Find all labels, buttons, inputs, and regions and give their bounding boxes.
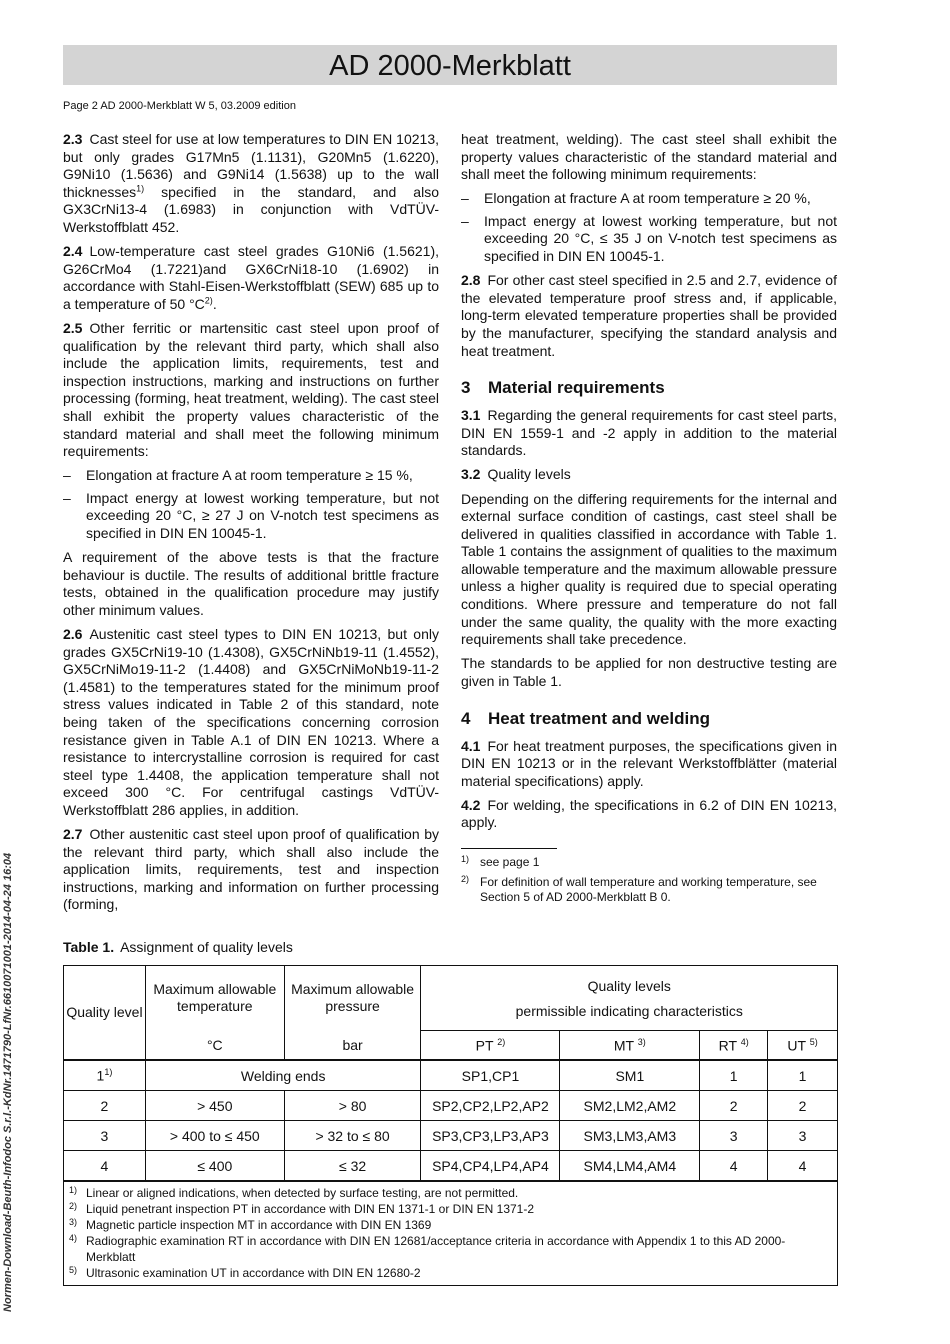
cell-mt: SM1	[560, 1060, 700, 1091]
list-item: – Elongation at fracture A at room temperature ≥ 20 %,	[461, 190, 837, 208]
cell-pt: SP4,CP4,LP4,AP4	[421, 1151, 560, 1182]
table-note: 4) Radiographic examination RT in accordance with DIN EN 12681/acceptance criteria in accordance with Appendix 1 to this AD 2000-Merkblatt	[69, 1233, 786, 1264]
section-heading-3: 3 Material requirements	[461, 378, 665, 398]
cell-ut: 1	[768, 1060, 838, 1091]
paragraph-2-3: 2.3 Cast steel for use at low temperatures to DIN EN 10213, but only grades G17Mn5 (1.1131), G20Mn5 (1.6220), G9Ni10 (1.5636) and G9Ni14 (1.5638) up to the wall thicknesses$^{1)}$ specified in the standard, and also GX3CrNi13-4 (1.6983) in conjunction with VdTÜV-Werkstoffblatt 452.	[63, 131, 439, 235]
table-note: 5) Ultrasonic examination UT in accordance with DIN EN 12680-2	[69, 1265, 421, 1280]
cell-welding-ends: Welding ends	[145, 1060, 421, 1091]
cell-level: 4	[64, 1151, 146, 1182]
paragraph-2-8: 2.8 For other cast steel specified in 2.5 and 2.7, evidence of the elevated temperature proof stress and, if applicable, long-term elevated temperature properties shall be provided by the manufacturer, specifying the standard analysis and heat treatment.	[461, 272, 837, 359]
table-header-row	[64, 966, 838, 1031]
table-notes	[64, 1181, 838, 1286]
table-note: 2) Liquid penetrant inspection PT in accordance with DIN EN 1371-1 or DIN EN 1371-2	[69, 1201, 535, 1216]
document-header: AD 2000-Merkblatt	[63, 45, 837, 85]
footnote: 1) see page 1	[461, 854, 540, 869]
cell-level: 2	[64, 1091, 146, 1121]
cell-rt: 3	[700, 1121, 768, 1151]
paragraph-ductile: A requirement of the above tests is that the fracture behaviour is ductile. The results of additional brittle fracture tests, obtained in the qualification procedure may justify other minimum values.	[63, 549, 439, 618]
header-max-pressure: Maximum allowable pressure	[284, 966, 421, 1031]
cell-level: 3	[64, 1121, 146, 1151]
header-max-temperature: Maximum allowable temperature	[145, 966, 284, 1031]
table-note: 1) Linear or aligned indications, when detected by surface testing, are not permitted.	[69, 1185, 519, 1200]
cell-ut: 4	[768, 1151, 838, 1182]
cell-temp: > 400 to ≤ 450	[145, 1121, 284, 1151]
paragraph-4-2: 4.2 For welding, the specifications in 6.2 of DIN EN 10213, apply.	[461, 796, 837, 831]
paragraph-2-4: 2.4 Low-temperature cast steel grades G10Ni6 (1.5621), G26CrMo4 (1.7221)and GX6CrNi18-10 (1.6902) in accordance with Stahl-Eisen-Werkstoffblatt (SEW) 685 up to a temperature of 50 $^\circ C^{2)}$.	[63, 243, 439, 312]
table-caption: Table 1. Assignment of quality levels	[63, 939, 293, 955]
table-note: 3) Magnetic particle inspection MT in accordance with DIN EN 1369	[69, 1217, 432, 1232]
paragraph-2-5: 2.5 Other ferritic or martensitic cast steel upon proof of qualification by the relevant third party, which shall also include the application limits, requirements, test and inspection instructions, marking and instructions on further processing (forming, heat treatment, welding). The cast steel shall exhibit the property values characteristic of the standard material and shall meet the following minimum requirements:	[63, 319, 439, 460]
table-notes-row	[64, 1181, 838, 1286]
cell-rt: 4	[700, 1151, 768, 1182]
cell-pt: SP1,CP1	[421, 1060, 560, 1091]
requirements-list-2-5	[63, 467, 439, 542]
section-heading-4: 4 Heat treatment and welding	[461, 708, 710, 728]
cell-rt: 1	[700, 1060, 768, 1091]
header-rt: RT $^{4)}$	[700, 1031, 768, 1061]
header-unit-temperature: °C	[145, 1031, 284, 1061]
cell-temp: > 450	[145, 1091, 284, 1121]
paragraph-2-6: 2.6 Austenitic cast steel types to DIN EN 10213, but only grades GX5CrNi19-10 (1.4308), GX5CrNiNb19-11 (1.4552), GX5CrNiMo19-11-2 (1.4408) and GX5CrNiMoNb19-11-2 (1.4581) to the temperatures stated for the minimum proof stress values indicated in Table 2 of this standard, note being taken of the specifications concerning corrosion resistance given in Table A.1 of DIN EN 10213. Where a resistance to intercrystalline corrosion is required for cast steel type 1.4408, the application temperature shall not exceed 300 °C. For centrifugal castings VdTÜV-Werkstoffblatt 286 applies, in addition.	[63, 625, 439, 818]
cell-press: > 80	[284, 1091, 421, 1121]
list-item: – Elongation at fracture A at room temperature ≥ 15 %,	[63, 467, 439, 485]
cell-ut: 2	[768, 1091, 838, 1121]
footnote: 2) For definition of wall temperature and working temperature, see Section 5 of AD 2000-Merkblatt B 0.	[461, 874, 817, 904]
cell-mt: SM2,LM2,AM2	[560, 1091, 700, 1121]
paragraph-quality: Depending on the differing requirements for the internal and external surface condition of castings, cast steel shall be delivered in qualities classified in accordance with Table 1. Table 1 contains the assignment of qualities to the maximum allowable temperature and the maximum allowable pressure unless a higher quality is required due to special operating conditions. Where pressure and temperature do not fall under the same quality, the quality with the more exacting requirements shall take precedence.	[461, 490, 837, 648]
cell-ut: 3	[768, 1121, 838, 1151]
table-row	[64, 1151, 838, 1182]
table-row	[64, 1121, 838, 1151]
header-mt: MT $^{3)}$	[560, 1031, 700, 1061]
header-unit-pressure: bar	[284, 1031, 421, 1061]
footnote-ref: 2)	[204, 295, 213, 306]
header-quality-level: Quality level	[64, 966, 146, 1061]
paragraph-2-7: 2.7 Other austenitic cast steel upon proof of qualification by the relevant third party, which shall also include the application limits, requirements, test and inspection instructions, marking and information on further processing (forming,	[63, 825, 439, 913]
cell-pt: SP3,CP3,LP3,AP3	[421, 1121, 560, 1151]
paragraph-ndt: The standards to be applied for non destructive testing are given in Table 1.	[461, 655, 837, 689]
list-item: – Impact energy at lowest working temperature, but not exceeding 20 °C, ≥ 27 J on V-notch test specimens as specified in DIN EN 10045-1.	[63, 490, 439, 543]
footnote-ref: 1)	[136, 183, 145, 194]
cell-level: 1$^{1)}$	[64, 1060, 146, 1091]
header-ut: UT $^{5)}$	[768, 1031, 838, 1061]
table-unit-row	[64, 1031, 838, 1061]
list-item: – Impact energy at lowest working temperature, but not exceeding 20 °C, ≤ 35 J on V-notch test specimens as specified in DIN EN 10045-1.	[461, 213, 837, 266]
requirements-list-2-7	[461, 190, 837, 265]
paragraph-2-7-continued: heat treatment, welding). The cast steel shall exhibit the property values characteristic of the standard material and shall meet the following minimum requirements:	[461, 131, 837, 183]
header-pt: PT $^{2)}$	[421, 1031, 560, 1061]
cell-press: > 32 to ≤ 80	[284, 1121, 421, 1151]
paragraph-4-1: 4.1 For heat treatment purposes, the specifications given in DIN EN 10213 or in the relevant Werkstoffblätter (material material specifications) apply.	[461, 737, 837, 789]
cell-mt: SM4,LM4,AM4	[560, 1151, 700, 1182]
left-column	[63, 131, 439, 920]
side-watermark: Normen-Download-Beuth-Infodoc S.r.l.-KdNr.1471790-LfNr.6610071001-2014-04-24 16:04	[2, 852, 14, 1312]
cell-pt: SP2,CP2,LP2,AP2	[421, 1091, 560, 1121]
cell-mt: SM3,LM3,AM3	[560, 1121, 700, 1151]
right-column	[461, 131, 837, 910]
table-row	[64, 1091, 838, 1121]
cell-temp: ≤ 400	[145, 1151, 284, 1182]
table-row	[64, 1060, 838, 1091]
cell-press: ≤ 32	[284, 1151, 421, 1182]
footnote-divider	[461, 848, 557, 849]
quality-levels-table	[63, 965, 838, 1286]
header-quality-levels: Quality levels permissible indicating characteristics	[421, 966, 838, 1031]
paragraph-3-2: 3.2 Quality levels	[461, 466, 571, 483]
page-info: Page 2 AD 2000-Merkblatt W 5, 03.2009 edition	[63, 100, 296, 112]
cell-rt: 2	[700, 1091, 768, 1121]
paragraph-3-1: 3.1 Regarding the general requirements for cast steel parts, DIN EN 1559-1 and -2 apply in addition to the material standards.	[461, 407, 837, 459]
